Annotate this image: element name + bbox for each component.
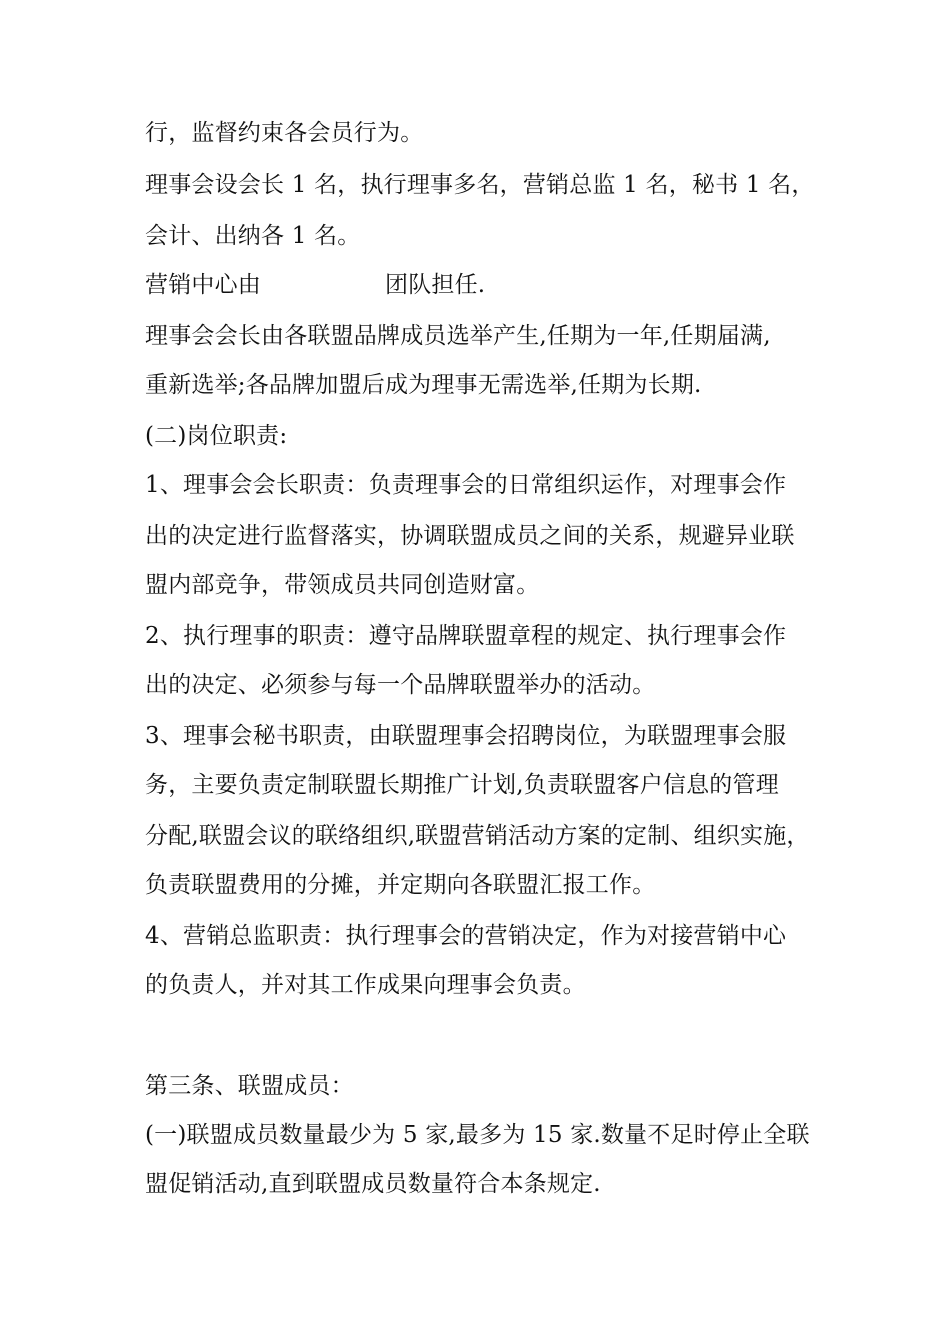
- article-heading: 第三条、联盟成员：: [145, 1073, 354, 1099]
- text-line-split: [145, 270, 485, 300]
- text-line: 2、执行理事的职责：遵守品牌联盟章程的规定、执行理事会作: [145, 623, 787, 649]
- text-line: 理事会会长由各联盟品牌成员选举产生,任期为一年,任期届满,: [145, 323, 771, 349]
- text-line: 的负责人，并对其工作成果向理事会负责。: [145, 972, 586, 998]
- text-line: 负责联盟费用的分摊，并定期向各联盟汇报工作。: [145, 872, 656, 898]
- text-line: 理事会设会长 1 名，执行理事多名，营销总监 1 名，秘书 1 名，: [145, 172, 815, 198]
- text-line: 盟促销活动,直到联盟成员数量符合本条规定.: [145, 1171, 601, 1197]
- text-line: 1、理事会会长职责：负责理事会的日常组织运作，对理事会作: [145, 472, 787, 498]
- text-line: 会计、出纳各 1 名。: [145, 223, 361, 249]
- text-line: 出的决定进行监督落实，协调联盟成员之间的关系，规避异业联: [145, 523, 795, 549]
- text-line: 出的决定、必须参与每一个品牌联盟举办的活动。: [145, 672, 656, 698]
- text-line: 分配,联盟会议的联络组织,联盟营销活动方案的定制、组织实施，: [145, 823, 810, 849]
- text-line: 4、营销总监职责：执行理事会的营销决定，作为对接营销中心: [145, 923, 787, 949]
- text-segment: 团队担任.: [385, 272, 486, 298]
- section-heading: (二)岗位职责:: [145, 423, 288, 449]
- text-line: 3、理事会秘书职责，由联盟理事会招聘岗位，为联盟理事会服: [145, 723, 787, 749]
- text-line: 重新选举;各品牌加盟后成为理事无需选举,任期为长期.: [145, 372, 702, 398]
- text-line: (一)联盟成员数量最少为 5 家,最多为 15 家.数量不足时停止全联: [145, 1122, 810, 1148]
- text-line: 行，监督约束各会员行为。: [145, 120, 424, 146]
- text-segment: 营销中心由: [145, 272, 261, 298]
- text-line: 盟内部竞争，带领成员共同创造财富。: [145, 572, 540, 598]
- text-line: 务，主要负责定制联盟长期推广计划,负责联盟客户信息的管理: [145, 772, 779, 798]
